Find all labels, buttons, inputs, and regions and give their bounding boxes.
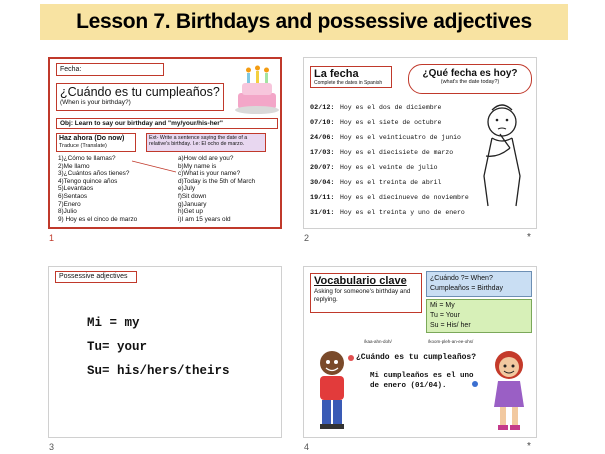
date-row — [310, 175, 474, 190]
spanish-list — [58, 155, 137, 223]
list-item: i)I am 15 years old — [178, 215, 231, 223]
la-fecha-heading: La fecha — [314, 68, 359, 80]
objective-box: Obj: Learn to say our birthday and "my/your/his-her" — [56, 118, 278, 129]
list-item: 5)Levantaos — [58, 185, 94, 193]
arrow-icon — [130, 159, 180, 175]
list-item: c)What is your name? — [178, 170, 241, 178]
possessive-line: Tu= your — [87, 340, 148, 354]
list-item: a)How old are you? — [178, 155, 234, 162]
answer-line-2: de enero (01/04). — [370, 382, 447, 390]
translate-label: Traduce (Translate) — [59, 143, 107, 149]
date-value: 17/03: — [310, 148, 335, 157]
transition-star-icon: * — [527, 232, 531, 243]
possessive-line: Su= his/hers/theirs — [87, 364, 230, 378]
extension-box: Ext- Write a sentence saying the date of a relative's birthday. I.e: El ocho de marzo. — [146, 133, 266, 152]
cumpleanos-line: Cumpleaños = Birthday — [430, 285, 503, 292]
boy-cartoon-icon — [312, 347, 352, 433]
date-value: 02/12: — [310, 103, 335, 112]
do-now-heading: Haz ahora (Do now) — [59, 135, 125, 142]
possessive-line: Mi = my — [87, 316, 140, 330]
su-line: Su = His/ her — [430, 322, 471, 329]
possessive-adjectives-heading: Possessive adjectives — [55, 271, 137, 283]
lesson-title: Lesson 7. Birthdays and possessive adjectives — [76, 10, 532, 33]
list-item: 9) Hoy es el cinco de marzo — [58, 215, 138, 223]
list-item: f)Sit down — [178, 192, 207, 200]
birthday-answer — [370, 371, 474, 391]
girl-cartoon-icon — [486, 347, 532, 435]
list-item: 6)Sentaos — [58, 192, 88, 200]
que-fecha-translation: (what's the date today?) — [440, 79, 500, 85]
possessive-list — [87, 311, 230, 383]
vocabulario-box — [310, 273, 422, 313]
list-item: 2)Me llamo — [58, 162, 90, 170]
date-text: Hoy es el treinta de abril — [340, 179, 442, 186]
date-value: 30/04: — [310, 178, 335, 187]
tu-line: Tu = Your — [430, 312, 460, 319]
date-text: Hoy es el treinta y uno de enero — [340, 209, 465, 216]
thinking-person-icon — [474, 96, 532, 208]
slide-number-3: 3 — [49, 442, 55, 452]
do-now-box — [56, 133, 136, 152]
date-value: 20/07: — [310, 163, 335, 172]
list-item: d)Today is the 5th of March — [178, 177, 256, 185]
date-text: Hoy es el diecisiete de marzo — [340, 149, 454, 156]
list-item: b)My name is — [178, 162, 217, 170]
que-fecha-bubble — [408, 64, 532, 94]
date-value: 07/10: — [310, 118, 335, 127]
pronunciation-cumpleanos: /koom-pleh-an-ee-ohs/ — [428, 339, 474, 344]
birthday-cake-icon — [234, 63, 280, 115]
birthday-question: ¿Cuándo es tu cumpleaños? — [356, 353, 477, 362]
la-fecha-subheading: Complete the dates in Spanish — [314, 80, 383, 86]
slide-number-4: 4 — [304, 442, 310, 452]
date-row — [310, 160, 474, 175]
english-list — [178, 155, 255, 223]
cuando-line: ¿Cuándo ?= When? — [430, 275, 493, 282]
question-translation: (When is your birthday?) — [60, 99, 131, 106]
blue-dot-icon — [472, 381, 478, 387]
slide-thumbnail-4[interactable] — [303, 266, 537, 438]
cuando-box — [426, 271, 532, 297]
list-item: 8)Julio — [58, 208, 77, 216]
la-fecha-box — [310, 66, 392, 88]
date-row — [310, 205, 474, 220]
date-text: Hoy es el veinticuatro de junio — [340, 134, 461, 141]
transition-star-icon: * — [527, 441, 531, 452]
possessive-box — [426, 299, 532, 333]
slide-number-1: 1 — [49, 233, 55, 243]
date-text: Hoy es el dos de diciembre — [340, 104, 442, 111]
mi-line: Mi = My — [430, 302, 455, 309]
list-item: g)January — [178, 200, 207, 208]
question-text: ¿Cuándo es tu cumpleaños? — [60, 85, 220, 99]
slide-thumbnail-3[interactable] — [48, 266, 282, 438]
date-text: Hoy es el veinte de julio — [340, 164, 438, 171]
vocabulario-subheading: Asking for someone's birthday and replying. — [314, 288, 411, 303]
pronunciation-cuando: /kaa-ahn-doh/ — [364, 339, 392, 344]
slide-number-2: 2 — [304, 233, 310, 243]
list-item: 4)Tengo quince años — [58, 177, 118, 185]
date-list — [310, 100, 474, 220]
answer-line-1: Mi cumpleaños es el uno — [370, 372, 474, 380]
date-row — [310, 100, 474, 115]
list-item: 1)¿Cómo te llamas? — [58, 155, 116, 162]
date-text: Hoy es el siete de octubre — [340, 119, 442, 126]
vocabulario-heading: Vocabulario clave — [314, 275, 407, 287]
fecha-label: Fecha: — [56, 63, 164, 76]
list-item: 7)Enero — [58, 200, 81, 208]
date-row — [310, 190, 474, 205]
question-box — [56, 83, 224, 111]
list-item: h)Get up — [178, 208, 203, 216]
date-row — [310, 115, 474, 130]
list-item: 3)¿Cuántos años tienes? — [58, 170, 130, 178]
slide-thumbnail-2[interactable] — [303, 57, 537, 229]
date-value: 24/06: — [310, 133, 335, 142]
que-fecha-question: ¿Qué fecha es hoy? — [422, 68, 518, 79]
date-value: 19/11: — [310, 193, 335, 202]
title-banner — [40, 4, 568, 40]
date-row — [310, 145, 474, 160]
list-item: e)July — [178, 185, 196, 193]
date-text: Hoy es el diecinueve de noviembre — [340, 194, 469, 201]
date-value: 31/01: — [310, 208, 335, 217]
slide-thumbnail-1[interactable] — [48, 57, 282, 229]
date-row — [310, 130, 474, 145]
